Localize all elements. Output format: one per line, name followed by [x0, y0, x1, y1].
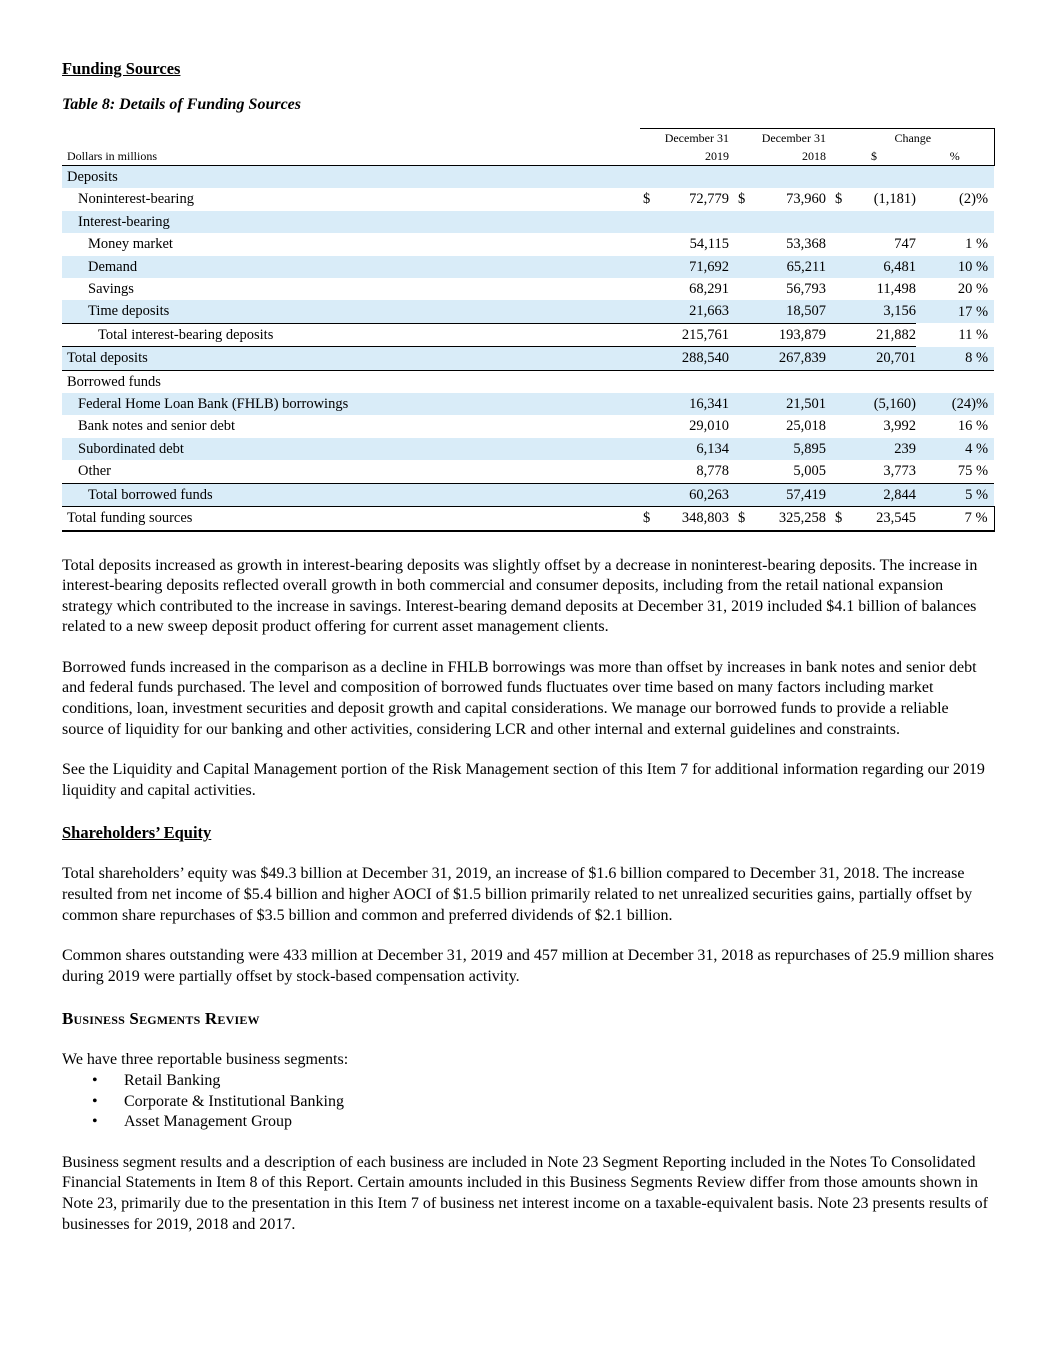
equity-paragraph-shares: Common shares outstanding were 433 million at December 31, 2019 and 457 million at December 31, 2018 as repurchases of 25.9 million shares during 2019 were partially offset by stock-based compensation activity. — [62, 947, 994, 985]
value-2018: 267,839 — [755, 347, 832, 370]
col-2019-label: December 31 — [640, 129, 735, 148]
funding-paragraph-liquidity: See the Liquidity and Capital Management portion of the Risk Management section of this Item 7 for additional information regarding our 2019 liquidity and capital activities. — [62, 761, 985, 799]
row-label: Savings — [88, 281, 134, 298]
value-2019: 288,540 — [660, 347, 735, 370]
shareholders-equity-heading: Shareholders’ Equity — [62, 823, 212, 843]
value-2018: 53,368 — [786, 236, 826, 253]
col-2019-year: 2019 — [640, 147, 735, 166]
value-2019: 6,134 — [660, 438, 735, 460]
value-2019: 21,663 — [660, 300, 735, 323]
row-label: Noninterest-bearing — [78, 191, 194, 208]
value-2019: 72,779 — [689, 191, 729, 208]
change-dollar: (5,160) — [852, 393, 916, 415]
row-label: Time deposits — [62, 300, 640, 323]
value-2019: 54,115 — [689, 236, 729, 253]
value-2018: 73,960 — [786, 191, 826, 208]
list-item — [62, 1071, 994, 1092]
row-label: Demand — [62, 256, 640, 278]
value-2019: 71,692 — [660, 256, 735, 278]
change-dollar: 3,156 — [852, 300, 916, 323]
funding-paragraph-deposits: Total deposits increased as growth in interest-bearing deposits was slightly offset by a decrease in noninterest-bearing deposits. The increase in interest-bearing deposits reflected overall growth in both commercial and consumer deposits, including from the retail national expansion strategy which contributed to the increase in savings. Interest-bearing demand deposits at December 31, 2019 included $4.1 billion of balances related to a new sweep deposit product offering for current asset management clients. — [62, 556, 978, 636]
change-dollar-label: $ — [832, 147, 916, 166]
value-2019: 215,761 — [660, 323, 735, 346]
change-dollar: 747 — [894, 236, 916, 253]
table-row — [62, 438, 994, 460]
change-dollar: 3,773 — [883, 463, 916, 480]
change-label: Change — [832, 129, 994, 148]
change-dollar: (1,181) — [873, 191, 916, 208]
dollar-sign: $ — [735, 507, 755, 531]
row-label: Total borrowed funds — [62, 483, 640, 506]
change-pct: 1 % — [965, 236, 989, 253]
value-2019: 348,803 — [660, 507, 735, 531]
funding-paragraph-borrowed: Borrowed funds increased in the comparison as a decline in FHLB borrowings was more than offset by increases in bank notes and senior debt and federal funds purchased. The level and composition of borrowed funds fluctuates over time based on many factors including market conditions, loan, investment securities and deposit growth and capital considerations. We manage our borrowed funds to provide a reliable source of liquidity for our banking and other activities, considering LCR and other internal and external guidelines and constraints. — [62, 658, 977, 738]
table-row — [62, 211, 994, 233]
row-label: Interest-bearing — [62, 211, 640, 233]
table-row — [62, 370, 994, 393]
row-label: Other — [78, 463, 112, 480]
change-dollar: 3,992 — [883, 418, 916, 435]
change-dollar: 11,498 — [876, 281, 916, 298]
row-label: Federal Home Loan Bank (FHLB) borrowings — [62, 393, 640, 415]
dollar-sign: $ — [835, 191, 843, 208]
unit-label: Dollars in millions — [62, 147, 640, 166]
row-label: Total interest-bearing deposits — [62, 323, 640, 346]
dollar-sign: $ — [643, 191, 651, 208]
table-row — [62, 256, 994, 278]
change-pct: (2)% — [959, 191, 989, 208]
change-pct: (24)% — [916, 393, 994, 415]
table-header-row-2 — [62, 147, 994, 166]
value-2018: 18,507 — [755, 300, 832, 323]
table-row — [62, 188, 994, 210]
table-row — [62, 460, 994, 483]
value-2018: 193,879 — [755, 323, 832, 346]
business-segments-heading: Business Segments Review — [62, 1009, 260, 1029]
row-label: Money market — [88, 236, 173, 253]
segments-intro: We have three reportable business segments: — [62, 1051, 349, 1069]
segments-closing-paragraph: Business segment results and a description of each business are included in Note 23 Segment Reporting included in the Notes To Consolidated Financial Statements in Item 8 of this Report. Certain amounts included in this Business Segments Review differ from those amounts shown in Note 23, primarily due to the presentation in this Item 7 of business net interest income on a taxable-equivalent basis. Note 23 presents results of businesses for 2019, 2018 and 2017. — [62, 1153, 988, 1233]
value-2019: 68,291 — [689, 281, 729, 298]
change-pct: 5 % — [916, 483, 994, 506]
row-label: Borrowed funds — [67, 373, 161, 390]
bullet-icon: • — [92, 1113, 98, 1131]
change-dollar: 239 — [852, 438, 916, 460]
table-row — [62, 278, 994, 300]
table-row — [62, 300, 994, 323]
segments-list — [62, 1071, 994, 1133]
change-pct: 4 % — [916, 438, 994, 460]
value-2019: 29,010 — [689, 418, 729, 435]
table-row — [62, 415, 994, 437]
segment-name: Retail Banking — [124, 1072, 221, 1089]
change-pct: 75 % — [957, 463, 989, 480]
change-pct: 11 % — [958, 326, 989, 343]
value-2018: 57,419 — [755, 483, 832, 506]
change-dollar: 20,701 — [852, 347, 916, 370]
col-2018-year: 2018 — [735, 147, 832, 166]
change-dollar: 2,844 — [852, 483, 916, 506]
row-label: Bank notes and senior debt — [78, 418, 236, 435]
value-2018: 5,895 — [755, 438, 832, 460]
value-2018: 25,018 — [786, 418, 826, 435]
table-row — [62, 393, 994, 415]
segment-name: Corporate & Institutional Banking — [124, 1092, 344, 1110]
table-title: Table 8: Details of Funding Sources — [62, 96, 301, 113]
list-item — [62, 1112, 994, 1133]
row-label: Deposits — [62, 166, 640, 189]
value-2019: 16,341 — [660, 393, 735, 415]
change-pct-label: % — [916, 147, 994, 166]
value-2018: 56,793 — [786, 281, 826, 298]
change-pct: 17 % — [916, 300, 994, 323]
document-page — [62, 58, 994, 1235]
table-row-subtotal — [62, 483, 994, 506]
row-label: Subordinated debt — [62, 438, 640, 460]
change-pct: 7 % — [916, 507, 994, 531]
value-2018: 325,258 — [755, 507, 832, 531]
segment-name: Asset Management Group — [124, 1113, 292, 1131]
change-pct: 20 % — [957, 281, 989, 298]
col-2018-label: December 31 — [735, 129, 832, 148]
equity-paragraph-total: Total shareholders’ equity was $49.3 billion at December 31, 2019, an increase of $1.6 billion compared to December 31, 2018. The increase resulted from net income of $5.4 billion and higher AOCI of $1.5 billion primarily related to net unrealized securities gains, partially offset by common share repurchases of $3.5 billion and common and preferred dividends of $2.1 billion. — [62, 865, 973, 924]
value-2019: 8,778 — [696, 463, 729, 480]
value-2018: 5,005 — [793, 463, 826, 480]
change-dollar: 21,882 — [852, 323, 916, 346]
dollar-sign: $ — [738, 191, 746, 208]
table-row-grand-total — [62, 507, 994, 531]
change-pct: 16 % — [957, 418, 989, 435]
table-row-total — [62, 347, 994, 370]
table-row — [62, 166, 994, 189]
change-pct: 10 % — [916, 256, 994, 278]
table-row-subtotal — [62, 323, 994, 346]
value-2018: 21,501 — [755, 393, 832, 415]
dollar-sign: $ — [640, 507, 660, 531]
change-dollar: 6,481 — [852, 256, 916, 278]
row-label: Total deposits — [62, 347, 640, 370]
value-2019: 60,263 — [660, 483, 735, 506]
bullet-icon: • — [92, 1092, 98, 1110]
value-2018: 65,211 — [755, 256, 832, 278]
dollar-sign: $ — [832, 507, 852, 531]
change-dollar: 23,545 — [852, 507, 916, 531]
change-pct: 8 % — [916, 347, 994, 370]
funding-sources-heading: Funding Sources — [62, 59, 181, 78]
table-row — [62, 233, 994, 255]
funding-sources-table — [62, 128, 995, 532]
list-item — [62, 1092, 994, 1113]
bullet-icon: • — [92, 1072, 98, 1089]
row-label: Total funding sources — [62, 507, 640, 531]
table-header-row-1 — [62, 129, 994, 148]
